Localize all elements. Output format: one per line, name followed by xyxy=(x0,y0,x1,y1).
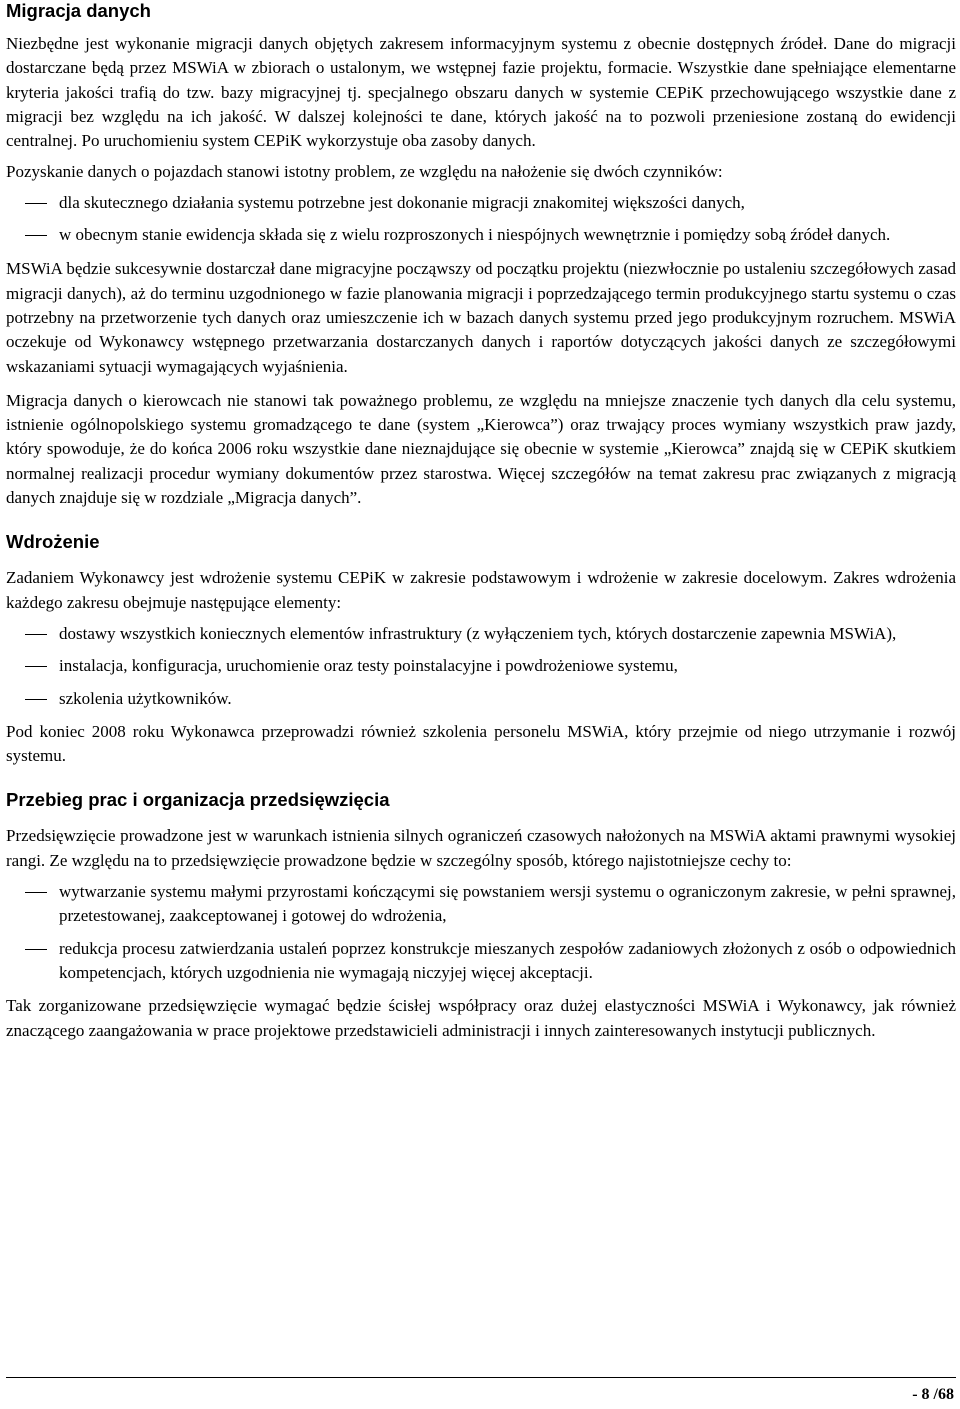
section-heading-deployment: Wdrożenie xyxy=(6,531,100,553)
dash-bullet-icon xyxy=(25,666,47,667)
list-item xyxy=(6,687,956,711)
list-item-text: szkolenia użytkowników. xyxy=(59,688,232,708)
paragraph: Pod koniec 2008 roku Wykonawca przeprowadzi również szkolenia personelu MSWiA, który przejmie od niego utrzymanie i rozwój systemu. xyxy=(6,721,956,766)
paragraph: MSWiA będzie sukcesywnie dostarczał dane migracyjne począwszy od początku projektu (niezwłocznie po ustaleniu szczegółowych zasad migracji danych), aż do terminu uzgodnionego w fazie planowania migracji i poprzedzającego termin produkcyjnego startu systemu o czas potrzebny na przetworzenie tych danych oraz umieszczenie ich w bazach danych systemu przed jego produkcyjnym rozruchem. MSWiA oczekuje od Wykonawcy wstępnego przetwarzania dostarczanych danych i raportów dotyczących jakości danych ze szczegółowymi wskazaniami sytuacji wymagających wyjaśnienia. xyxy=(6,259,956,376)
section-heading-organization: Przebieg prac i organizacja przedsięwzięcia xyxy=(6,789,390,811)
page-number: - 8 /68 xyxy=(912,1386,954,1403)
list-item-text: w obecnym stanie ewidencja składa się z wielu rozproszonych i niespójnych wewnętrznie i pomiędzy sobą źródeł danych. xyxy=(59,225,891,245)
paragraph: Przedsięwzięcie prowadzone jest w warunkach istnienia silnych ograniczeń czasowych nałożonych na MSWiA aktami prawnymi wysokiej rangi. Ze względu na to przedsięwzięcie prowadzone będzie w szczególny sposób, którego najistotniejsze cechy to: xyxy=(6,826,956,870)
dash-bullet-icon xyxy=(25,235,47,236)
list-item-text: instalacja, konfiguracja, uruchomienie oraz testy poinstalacyjne i powdrożeniowe systemu, xyxy=(59,656,678,676)
list-item-text: wytwarzanie systemu małymi przyrostami kończącymi się powstaniem wersji systemu o ograniczonym zakresie, w pełni sprawnej, przetestowanej, zaakceptowanej i gotowej do wdrożenia, xyxy=(59,882,956,926)
paragraph: Zadaniem Wykonawcy jest wdrożenie systemu CEPiK w zakresie podstawowym i wdrożenie w zakresie docelowym. Zakres wdrożenia każdego zakresu obejmuje następujące elementy: xyxy=(6,568,956,612)
document-page xyxy=(6,0,956,1043)
bullet-list xyxy=(6,622,956,711)
dash-bullet-icon xyxy=(25,203,47,204)
list-item-text: dla skutecznego działania systemu potrzebne jest dokonanie migracji znakomitej większości danych, xyxy=(59,192,745,212)
paragraph: Pozyskanie danych o pojazdach stanowi istotny problem, ze względu na nałożenie się dwóch czynników: xyxy=(6,162,723,182)
dash-bullet-icon xyxy=(25,634,47,635)
footer-divider xyxy=(6,1377,956,1378)
paragraph: Tak zorganizowane przedsięwzięcie wymagać będzie ścisłej współpracy oraz dużej elastyczności MSWiA i Wykonawcy, jak również znaczącego zaangażowania w prace projektowe przedstawicieli administracji i innych zainteresowanych instytucji publicznych. xyxy=(6,996,956,1040)
list-item xyxy=(6,880,956,929)
list-item-text: dostawy wszystkich koniecznych elementów infrastruktury (z wyłączeniem tych, których dostarczenie zapewnia MSWiA), xyxy=(59,623,897,643)
list-item xyxy=(6,937,956,986)
paragraph: Migracja danych o kierowcach nie stanowi tak poważnego problemu, ze względu na mniejsze znaczenie tych danych dla celu systemu, istnienie ogólnopolskiego systemu gromadzącego te dane (system „Kierowca”) oraz trwający proces wymiany wszystkich praw jazdy, który spowoduje, że do końca 2006 roku wszystkie dane nieznajdujące się obecnie w systemie „Kierowca” znajdą się w CEPiK skutkiem normalnej realizacji procedur wymiany dokumentów przez starostwa. Więcej szczegółów na temat zakresu prac związanych z migracją danych znajduje się w rozdziale „Migracja danych”. xyxy=(6,390,956,508)
list-item xyxy=(6,223,956,247)
section-heading-migration: Migracja danych xyxy=(6,0,151,21)
paragraph: Niezbędne jest wykonanie migracji danych objętych zakresem informacyjnym systemu z obecnie dostępnych źródeł. Dane do migracji dostarczane będą przez MSWiA w zbiorach o ustalonym, we wstępnej fazie projektu, formacie. Wszystkie dane spełniające elementarne kryteria jakości trafią do tzw. bazy migracyjnej tj. specjalnego obszaru danych w systemie CEPiK przechowującego wszystkie dane z migracji bez względu na ich jakość. W dalszej kolejności te dane, których jakość na to pozwoli przeniesione zostaną do ewidencji centralnej. Po uruchomieniu system CEPiK wykorzystuje oba zasoby danych. xyxy=(6,34,956,151)
list-item xyxy=(6,622,956,646)
dash-bullet-icon xyxy=(25,699,47,700)
dash-bullet-icon xyxy=(25,892,47,893)
list-item-text: redukcja procesu zatwierdzania ustaleń poprzez konstrukcje mieszanych zespołów zadaniowych złożonych z osób o odpowiednich kompetencjach, których uzgodnienia nie wymagają niczyjej więcej akceptacji. xyxy=(59,938,956,982)
list-item xyxy=(6,191,956,215)
bullet-list xyxy=(6,880,956,985)
bullet-list xyxy=(6,191,956,248)
list-item xyxy=(6,654,956,678)
dash-bullet-icon xyxy=(25,949,47,950)
